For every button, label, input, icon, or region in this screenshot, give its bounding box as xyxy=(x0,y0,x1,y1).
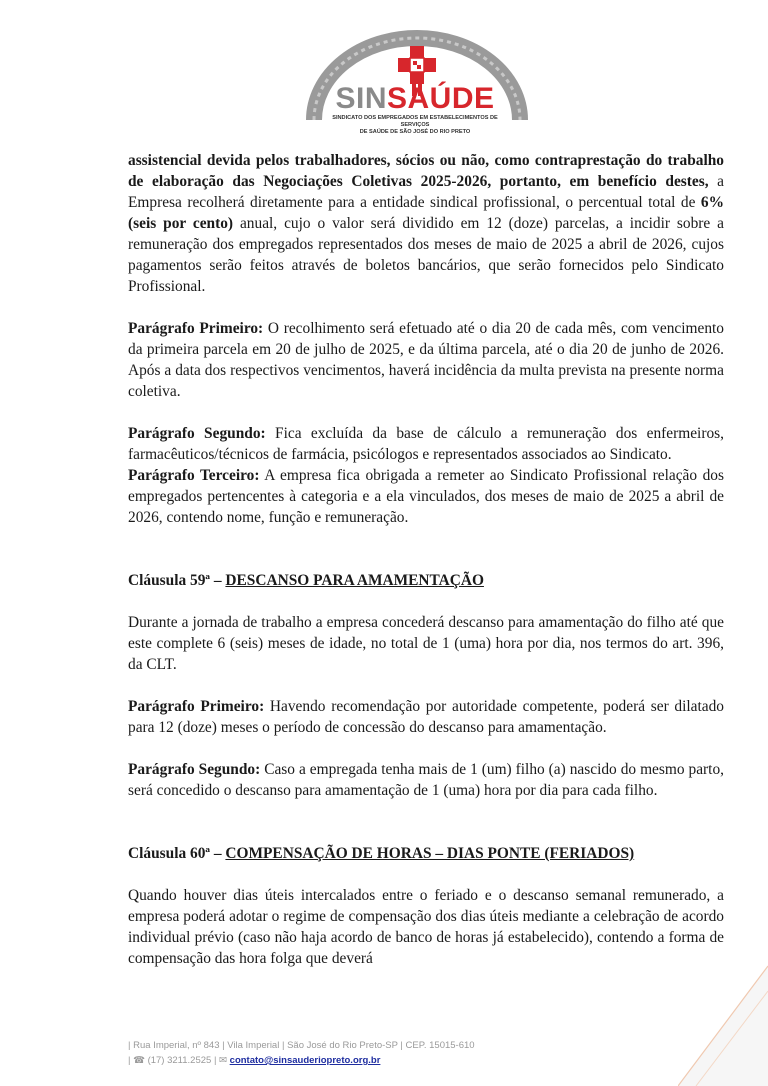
corner-decoration xyxy=(678,936,768,1086)
brand-name: SINSAÚDE xyxy=(335,82,495,115)
footer-address: | Rua Imperial, nº 843 | Vila Imperial | São José do Rio Preto-SP | CEP. 15015-610 xyxy=(128,1040,475,1051)
clause-59-paragraph-primeiro: Parágrafo Primeiro: Havendo recomendação por autoridade competente, poderá ser dilatado para 12 (doze) meses o período de concessão do descanso para amamentação. xyxy=(128,698,724,736)
intro-paragraph: assistencial devida pelos trabalhadores, sócios ou não, como contraprestação do trabalho de elaboração das Negociações Coletivas 2025-2026, portanto, em benefício destes, a Empresa recolherá diretamente para a entidade sindical profissional, o percentual total de 6% (seis por cento) anual, cujo o valor será dividido em 12 (doze) parcelas, a incidir sobre a remuneração dos empregados representados dos meses de maio de 2025 a abril de 2026, cujos pagamentos serão feitos através de boletos bancários, que serão fornecidos pelo Sindicato Profissional. xyxy=(128,152,724,295)
footer-contact: | ☎ (17) 3211.2525 | ✉ contato@sinsauderiopreto.org.br xyxy=(128,1055,381,1066)
clause-59-text: Durante a jornada de trabalho a empresa concederá descanso para amamentação do filho até que este complete 6 (seis) meses de idade, no total de 1 (uma) hora por dia, nos termos do art. 396, da CLT. xyxy=(128,614,724,673)
clause-59-paragraph-segundo: Parágrafo Segundo: Caso a empregada tenha mais de 1 (um) filho (a) nascido do mesmo parto, será concedido o descanso para amamentação de 1 (uma) hora por dia para cada filho. xyxy=(128,761,724,799)
document-body xyxy=(128,150,724,969)
clause-60-title: Cláusula 60ª – COMPENSAÇÃO DE HORAS – DIAS PONTE (FERIADOS) xyxy=(128,845,635,862)
footer-email-link[interactable]: contato@sinsauderiopreto.org.br xyxy=(229,1055,381,1066)
clause-60-text: Quando houver dias úteis intercalados entre o feriado e o descanso semanal remunerado, a empresa poderá adotar o regime de compensação dos dias úteis mediante a celebração de acordo individual prévio (caso não haja acordo de banco de horas já estabelecido), contendo a forma de compensação das hora folga que deverá xyxy=(128,887,724,967)
paragraph-terceiro: Parágrafo Terceiro: A empresa fica obrigada a remeter ao Sindicato Profissional relação dos empregados pertencentes à categoria e a ela vinculados, dos meses de maio de 2025 a abril de 2026, contendo nome, função e remuneração. xyxy=(128,467,724,526)
paragraph-primeiro: Parágrafo Primeiro: O recolhimento será efetuado até o dia 20 de cada mês, com vencimento da primeira parcela em 20 de julho de 2025, e da última parcela, até o dia 20 de junho de 2026. Após a data dos respectivos vencimentos, haverá incidência da multa prevista na presente norma coletiva. xyxy=(128,320,724,400)
paragraph-segundo: Parágrafo Segundo: Fica excluída da base de cálculo a remuneração dos enfermeiros, farmacêuticos/técnicos de farmácia, psicólogos e representados associados ao Sindicato. xyxy=(128,425,724,463)
footer xyxy=(128,1038,648,1068)
brand-subtitle: SINDICATO DOS EMPREGADOS EM ESTABELECIMENTOS DE SERVIÇOS DE SAÚDE DE SÃO JOSÉ DO RIO PRETO xyxy=(332,115,498,135)
clause-59-title: Cláusula 59ª – DESCANSO PARA AMAMENTAÇÃO xyxy=(128,572,484,589)
